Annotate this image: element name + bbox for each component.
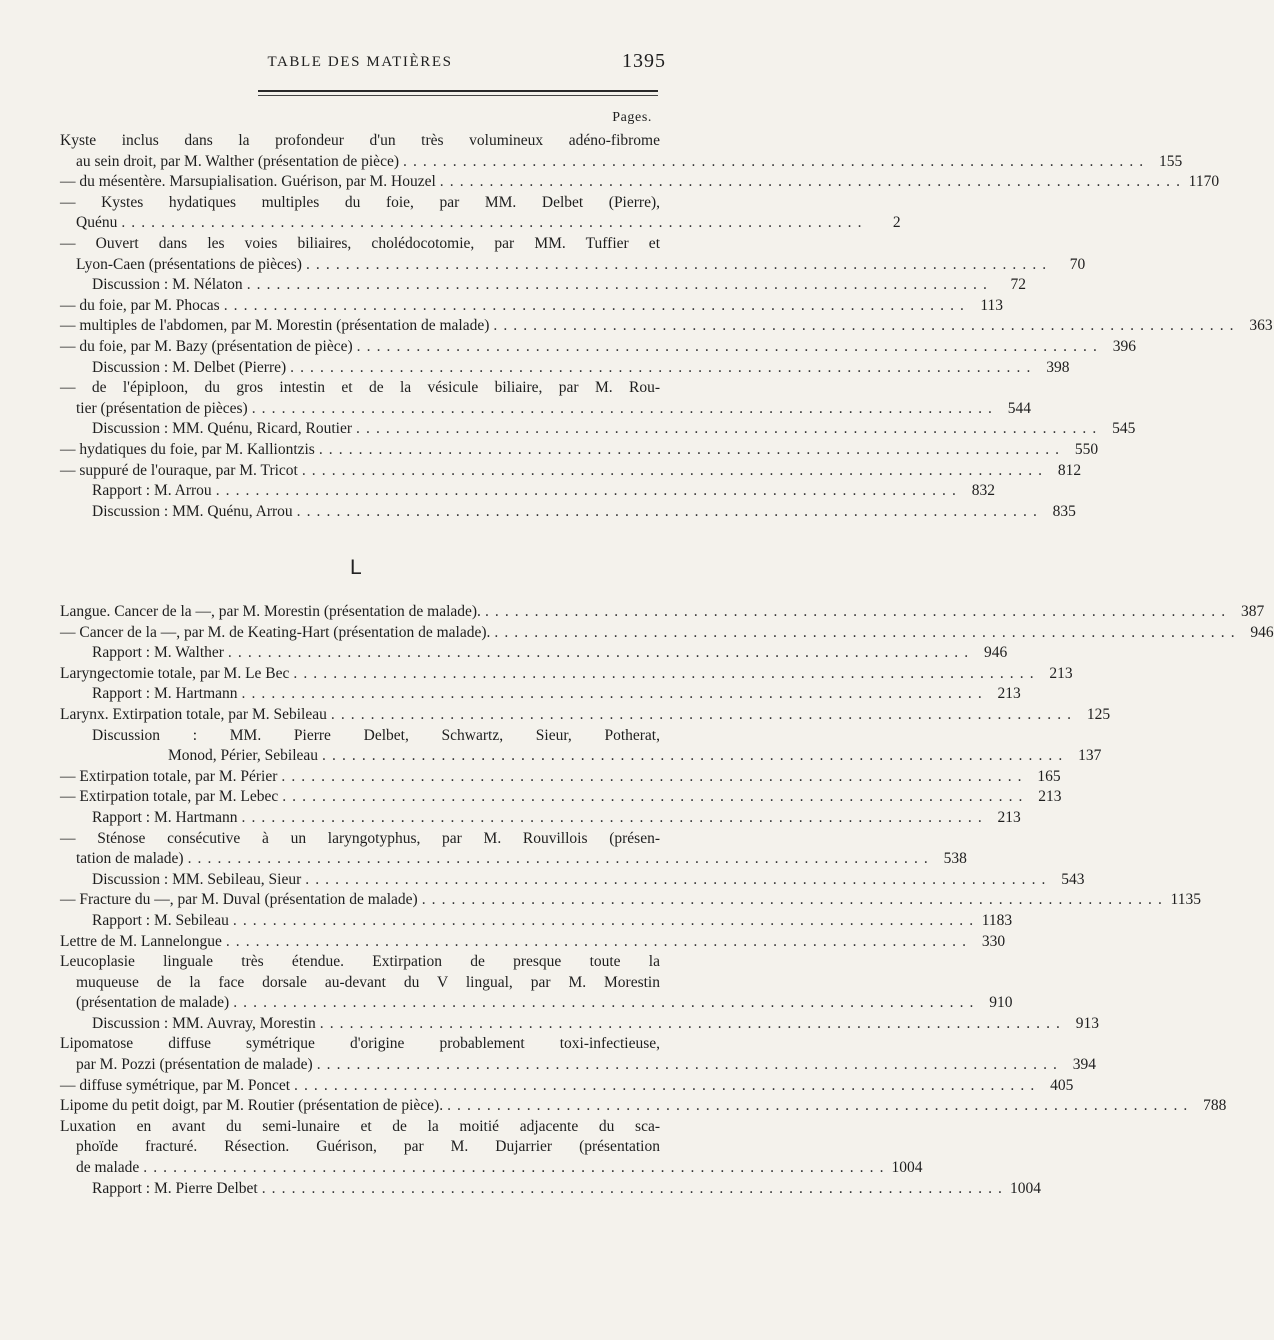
leader-dots xyxy=(481,602,1230,623)
index-entry xyxy=(60,1055,1096,1076)
entry-text: Discussion : MM. Quénu, Arrou xyxy=(92,502,293,520)
leader-dots xyxy=(318,746,1067,767)
entry-text: Kyste inclus dans la profondeur d'un très volumineux adéno-fibrome xyxy=(60,132,660,149)
index-entry xyxy=(60,767,1061,788)
index-entry xyxy=(60,705,1111,726)
index-entry xyxy=(60,623,1274,644)
entry-text: tation de malade) xyxy=(76,850,184,868)
leader-dots xyxy=(286,358,1035,379)
entry-text: Quénu xyxy=(76,214,118,232)
entry-text: Discussion : M. Nélaton xyxy=(92,276,243,294)
leader-dots xyxy=(443,1096,1192,1117)
entry-text: — de l'épiploon, du gros intestin et de la vésicule biliaire, par M. Rou- xyxy=(60,379,660,397)
header-title: TABLE DES MATIÈRES xyxy=(267,54,453,70)
entry-text: Rapport : M. Arrou xyxy=(92,482,212,500)
entry-page-number: 125 xyxy=(1086,705,1111,723)
entry-text: Lyon-Caen (présentations de pièces) xyxy=(76,255,302,273)
entry-page-number: 1004 xyxy=(891,1159,923,1177)
entry-page-number: 113 xyxy=(980,296,1003,314)
entry-text: — hydatiques du foie, par M. Kalliontzis xyxy=(60,440,315,458)
leader-dots xyxy=(212,481,961,502)
index-entry xyxy=(60,890,1201,911)
leader-dots xyxy=(302,255,1051,276)
entry-page-number: 155 xyxy=(1159,152,1183,170)
index-entry xyxy=(60,643,1008,664)
entry-text: Lipomatose diffuse symétrique d'origine probablement toxi-infectieuse, xyxy=(60,1035,660,1053)
index-entry xyxy=(60,684,1021,705)
index-entry xyxy=(60,440,1099,461)
entry-text: Discussion : MM. Auvray, Morestin xyxy=(92,1014,316,1032)
index-entry xyxy=(60,726,660,747)
section-letter: L xyxy=(350,556,362,579)
leader-dots xyxy=(353,337,1102,358)
leader-dots xyxy=(399,152,1148,173)
leader-dots xyxy=(490,623,1239,644)
entry-text: — Fracture du —, par M. Duval (présentation de malade) xyxy=(60,891,418,909)
leader-dots xyxy=(298,461,1047,482)
entry-text: muqueuse de la face dorsale au-devant du V lingual, par M. Morestin xyxy=(76,973,660,991)
entry-text: Leucoplasie linguale très étendue. Extirpation de presque toute la xyxy=(60,953,660,971)
entry-page-number: 835 xyxy=(1052,502,1076,520)
leader-dots xyxy=(224,643,973,664)
leader-dots xyxy=(184,849,933,870)
index-entry xyxy=(60,664,1073,685)
index-entry xyxy=(60,849,967,870)
leader-dots xyxy=(278,787,1027,808)
leader-dots xyxy=(352,419,1101,440)
leader-dots xyxy=(258,1179,1007,1200)
index-entry xyxy=(60,1096,1227,1117)
entry-page-number: 910 xyxy=(989,994,1013,1012)
entry-page-number: 545 xyxy=(1112,420,1136,438)
entry-page-number: 946 xyxy=(1250,623,1274,641)
leader-dots xyxy=(327,705,1076,726)
entry-page-number: 1183 xyxy=(981,911,1013,929)
entry-page-number: 543 xyxy=(1061,870,1085,888)
index-entry xyxy=(60,1179,1042,1200)
index-entry xyxy=(60,1076,1074,1097)
index-entry xyxy=(60,1117,660,1138)
entry-page-number: 213 xyxy=(1038,788,1062,806)
entry-text: Rapport : M. Walther xyxy=(92,644,224,662)
leader-dots xyxy=(436,172,1185,193)
index-entry xyxy=(60,152,1183,173)
index-entry xyxy=(60,973,660,994)
index-entry xyxy=(60,419,1136,440)
index-section-l xyxy=(60,602,1274,1199)
leader-dots xyxy=(229,993,978,1014)
entry-text: tier (présentation de pièces) xyxy=(76,399,248,417)
entry-page-number: 137 xyxy=(1078,747,1102,765)
index-entry xyxy=(60,275,1026,296)
index-entry xyxy=(60,746,1102,767)
leader-dots xyxy=(220,296,969,317)
entry-page-number: 1135 xyxy=(1170,891,1201,909)
index-entry xyxy=(60,870,1085,891)
index-entry xyxy=(60,993,1013,1014)
entry-page-number: 1004 xyxy=(1010,1179,1042,1197)
entry-page-number: 538 xyxy=(943,850,967,868)
index-entry xyxy=(60,131,660,152)
entry-text: — Ouvert dans les voies biliaires, cholédocotomie, par MM. Tuffier et xyxy=(60,234,660,252)
entry-text: Discussion : MM. Quénu, Ricard, Routier xyxy=(92,420,353,438)
index-entry xyxy=(60,1014,1100,1035)
index-entry xyxy=(60,358,1070,379)
header-page-number: 1395 xyxy=(622,50,666,72)
entry-page-number: 387 xyxy=(1240,603,1265,620)
index-entry xyxy=(60,602,1265,623)
index-entry xyxy=(60,502,1076,523)
entry-text: — suppuré de l'ouraque, par M. Tricot xyxy=(60,461,298,479)
index-entry xyxy=(60,1034,660,1055)
index-entry xyxy=(60,399,1031,420)
leader-dots xyxy=(238,808,987,829)
leader-dots xyxy=(238,684,987,705)
entry-page-number: 550 xyxy=(1074,440,1099,458)
entry-text: Lettre de M. Lannelongue xyxy=(60,932,222,950)
index-entry xyxy=(60,193,660,214)
entry-page-number: 405 xyxy=(1050,1076,1074,1094)
leader-dots xyxy=(222,932,971,953)
entry-text: Rapport : M. Pierre Delbet xyxy=(92,1179,258,1197)
entry-page-number: 1170 xyxy=(1188,173,1220,191)
entry-text: phoïde fracturé. Résection. Guérison, par M. Dujarrier (présentation xyxy=(76,1138,660,1156)
leader-dots xyxy=(139,1158,888,1179)
index-entry xyxy=(60,234,660,255)
entry-page-number: 913 xyxy=(1075,1014,1100,1032)
entry-text: — Sténose consécutive à un laryngotyphus, par M. Rouvillois (présen- xyxy=(60,829,660,847)
entry-page-number: 363 xyxy=(1249,317,1273,335)
entry-page-number: 213 xyxy=(997,685,1021,703)
index-entry xyxy=(60,952,660,973)
leader-dots xyxy=(229,911,978,932)
entry-page-number: 70 xyxy=(1069,255,1086,273)
entry-text: — du foie, par M. Phocas xyxy=(60,296,220,314)
leader-dots xyxy=(316,1014,1065,1035)
entry-page-number: 72 xyxy=(1010,276,1026,294)
entry-page-number: 788 xyxy=(1203,1097,1227,1115)
leader-dots xyxy=(290,1076,1039,1097)
entry-page-number: 213 xyxy=(997,808,1021,826)
entry-text: Rapport : M. Sebileau xyxy=(92,911,229,929)
entry-text: Monod, Périer, Sebileau xyxy=(168,747,319,765)
leader-dots xyxy=(277,767,1026,788)
leader-dots xyxy=(313,1055,1062,1076)
index-entry xyxy=(60,337,1136,358)
entry-page-number: 2 xyxy=(892,214,901,232)
running-header xyxy=(60,50,666,80)
leader-dots xyxy=(289,664,1038,685)
index-section-k xyxy=(60,131,1273,522)
entry-text: Discussion : MM. Sebileau, Sieur xyxy=(92,870,302,888)
index-entry xyxy=(60,378,660,399)
entry-text: au sein droit, par M. Walther (présentation de pièce) xyxy=(76,152,399,170)
entry-text: — Extirpation totale, par M. Lebec xyxy=(60,788,279,806)
entry-text: de malade xyxy=(76,1159,140,1177)
leader-dots xyxy=(117,213,866,234)
index-entry xyxy=(60,481,995,502)
entry-text: — Cancer de la —, par M. de Keating-Hart (présentation de malade). xyxy=(60,623,491,641)
entry-page-number: 394 xyxy=(1072,1056,1096,1074)
index-entry xyxy=(60,296,1003,317)
entry-text: Langue. Cancer de la —, par M. Morestin (présentation de malade). xyxy=(60,603,481,620)
entry-page-number: 398 xyxy=(1046,358,1070,376)
entry-page-number: 330 xyxy=(981,932,1006,950)
index-entry xyxy=(60,255,1086,276)
entry-text: Luxation en avant du semi-lunaire et de la moitié adjacente du sca- xyxy=(60,1117,660,1135)
leader-dots xyxy=(301,870,1050,891)
index-entry xyxy=(60,932,1006,953)
entry-text: par M. Pozzi (présentation de malade) xyxy=(76,1056,313,1074)
entry-page-number: 832 xyxy=(971,482,995,500)
entry-text: Lipome du petit doigt, par M. Routier (présentation de pièce). xyxy=(60,1097,444,1115)
leader-dots xyxy=(418,890,1167,911)
entry-text: Laryngectomie totale, par M. Le Bec xyxy=(60,664,290,682)
entry-text: Rapport : M. Hartmann xyxy=(92,685,238,703)
header-rule-thin xyxy=(258,95,658,96)
entry-text: (présentation de malade) xyxy=(76,994,230,1012)
leader-dots xyxy=(248,399,997,420)
entry-text: — du foie, par M. Bazy (présentation de pièce) xyxy=(60,337,353,355)
leader-dots xyxy=(243,275,992,296)
entry-text: Discussion : MM. Pierre Delbet, Schwartz, Sieur, Potherat, xyxy=(92,726,660,744)
index-entry xyxy=(60,316,1273,337)
entry-page-number: 213 xyxy=(1049,664,1073,682)
entry-page-number: 165 xyxy=(1037,767,1061,785)
entry-text: — Extirpation totale, par M. Périer xyxy=(60,767,278,785)
index-entry xyxy=(60,787,1062,808)
entry-text: — diffuse symétrique, par M. Poncet xyxy=(60,1076,291,1094)
index-entry xyxy=(60,829,660,850)
entry-page-number: 396 xyxy=(1112,337,1136,355)
entry-page-number: 812 xyxy=(1057,461,1082,479)
pages-column-label: Pages. xyxy=(612,110,652,125)
leader-dots xyxy=(489,316,1238,337)
leader-dots xyxy=(315,440,1064,461)
header-rule xyxy=(258,90,658,92)
index-entry xyxy=(60,172,1220,193)
index-entry xyxy=(60,1158,923,1179)
entry-text: — Kystes hydatiques multiples du foie, par MM. Delbet (Pierre), xyxy=(60,193,660,211)
entry-page-number: 946 xyxy=(983,644,1008,662)
index-entry xyxy=(60,911,1013,932)
index-entry xyxy=(60,213,901,234)
entry-text: Rapport : M. Hartmann xyxy=(92,808,238,826)
index-entry xyxy=(60,1137,660,1158)
entry-text: — multiples de l'abdomen, par M. Morestin (présentation de malade) xyxy=(60,317,490,335)
entry-text: Larynx. Extirpation totale, par M. Sebileau xyxy=(60,705,327,723)
entry-page-number: 544 xyxy=(1007,399,1031,417)
entry-text: — du mésentère. Marsupialisation. Guérison, par M. Houzel xyxy=(60,173,436,191)
index-entry xyxy=(60,808,1021,829)
entry-text: Discussion : M. Delbet (Pierre) xyxy=(92,358,287,376)
index-entry xyxy=(60,461,1082,482)
leader-dots xyxy=(293,502,1042,523)
